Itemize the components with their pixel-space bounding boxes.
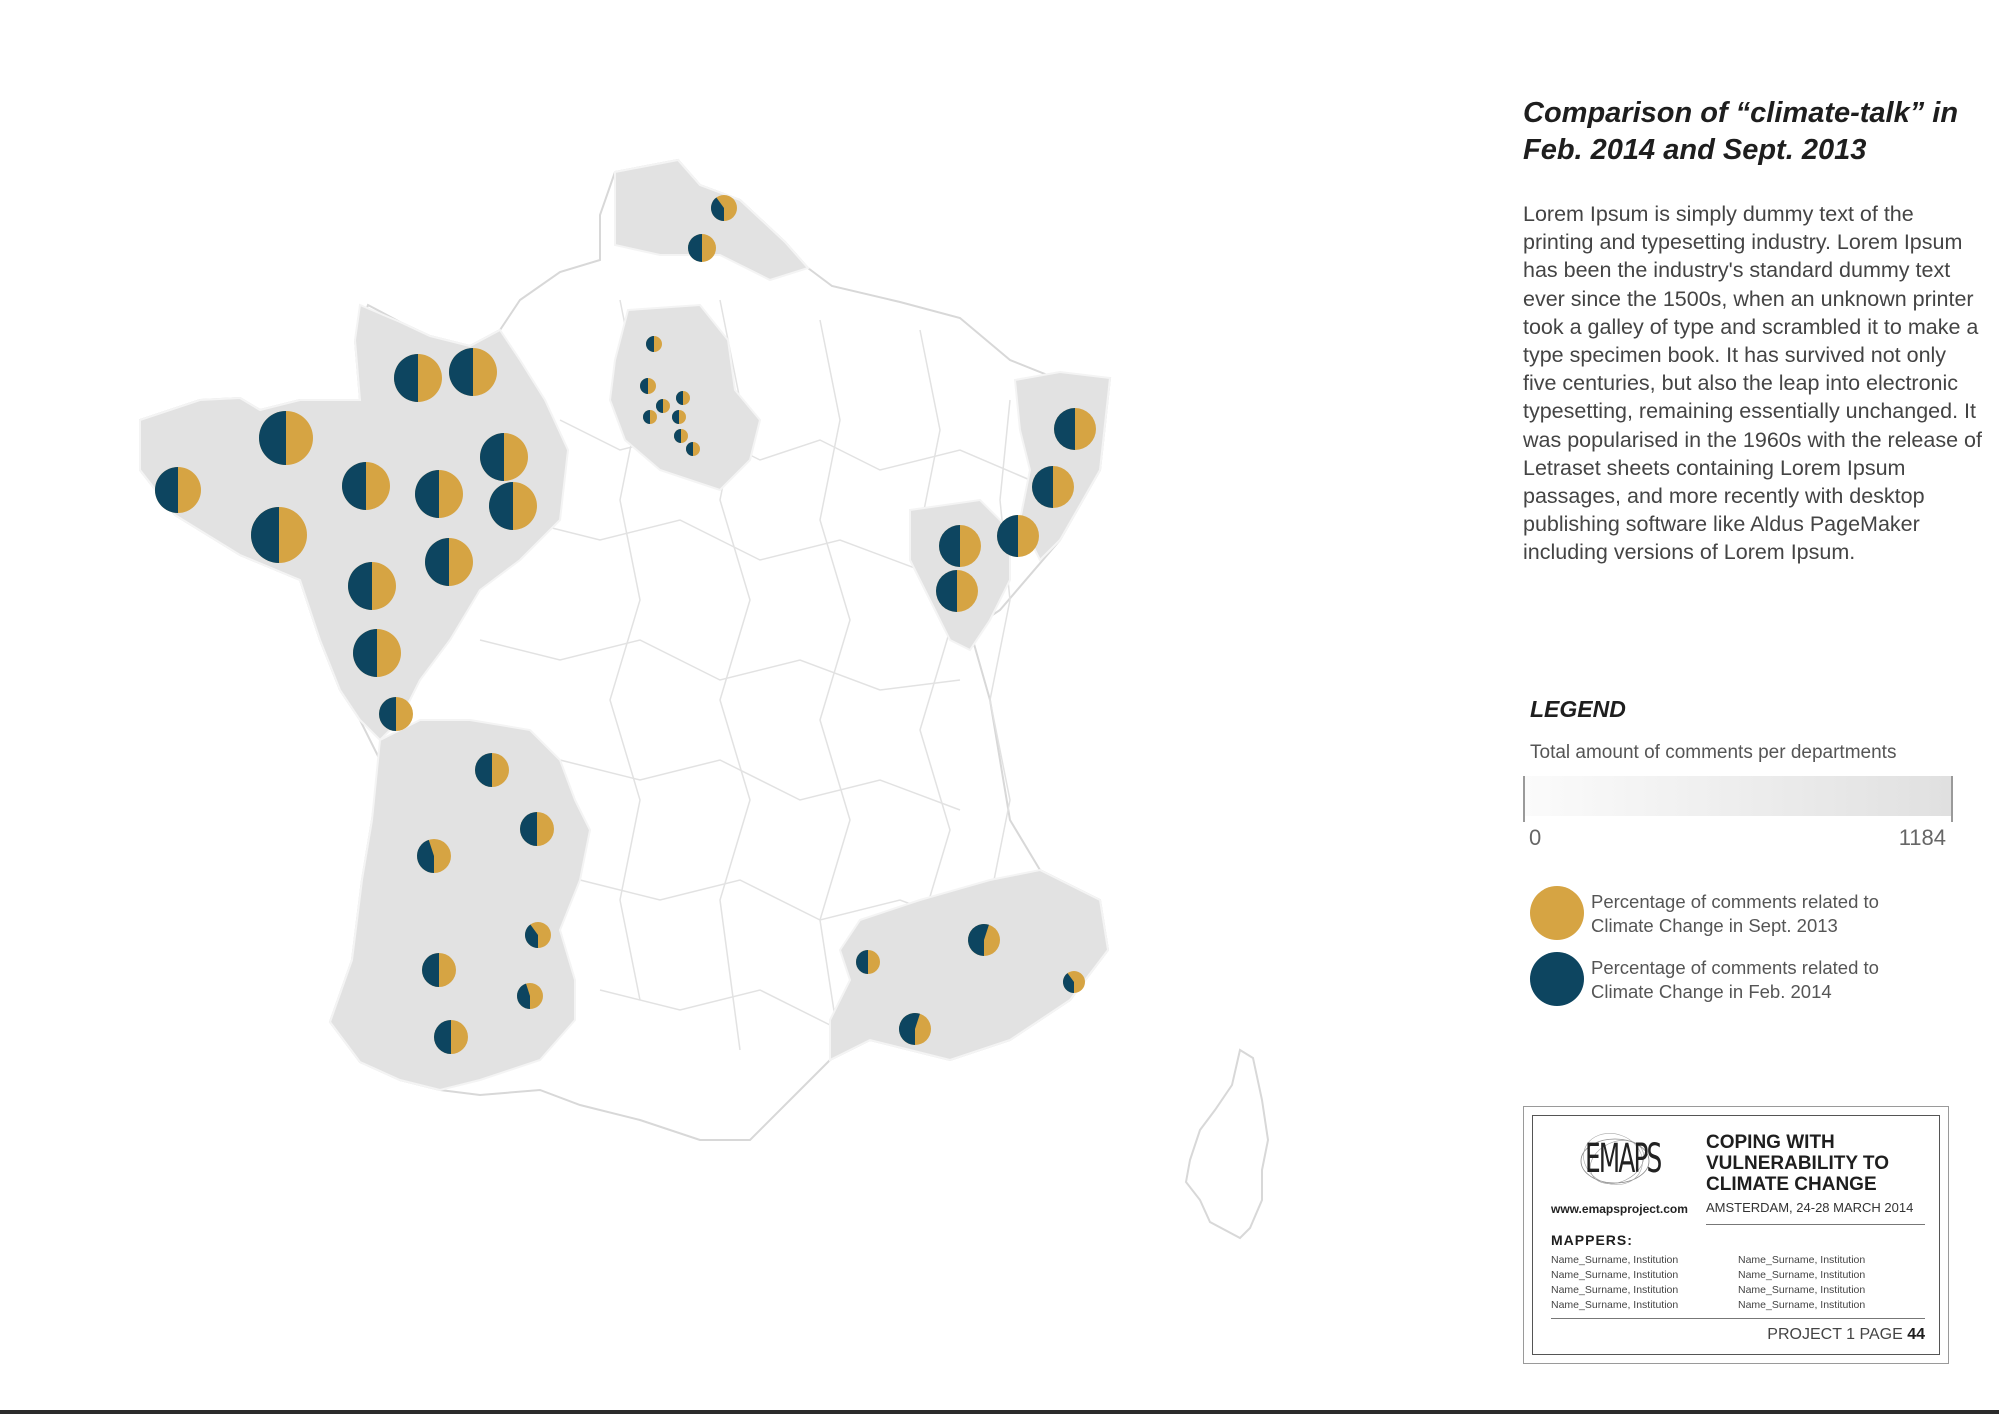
gradient-tick-right: [1951, 816, 1953, 822]
department-marker: [939, 525, 981, 567]
department-marker: [936, 570, 978, 612]
page-label: PROJECT 1 PAGE: [1767, 1326, 1903, 1343]
department-marker: [475, 753, 509, 787]
department-marker: [517, 983, 543, 1009]
department-marker: [379, 697, 413, 731]
department-marker: [422, 953, 456, 987]
mapper-entry: Name_Surname, Institution: [1551, 1254, 1679, 1266]
legend-subtitle: Total amount of comments per departments: [1530, 742, 1897, 763]
department-marker: [353, 629, 401, 677]
department-marker: [425, 538, 473, 586]
department-marker: [1063, 971, 1085, 993]
emaps-url: www.emapsproject.com: [1551, 1202, 1688, 1216]
credit-rule-top: [1706, 1224, 1925, 1225]
department-marker: [1032, 466, 1074, 508]
mapper-entry: Name_Surname, Institution: [1738, 1284, 1866, 1296]
legend-dot-feb-2014: [1530, 952, 1584, 1006]
legend-title: LEGEND: [1530, 696, 1626, 722]
department-marker: [342, 462, 390, 510]
mapper-entry: Name_Surname, Institution: [1738, 1254, 1866, 1266]
credit-box: [1523, 1106, 1949, 1364]
legend-scale-max: 1184: [1898, 825, 1946, 850]
legend-label-feb-2014: Percentage of comments related to Climate Change in Feb. 2014: [1591, 957, 1879, 1002]
department-marker: [394, 354, 442, 402]
department-marker: [259, 411, 313, 465]
department-marker: [674, 429, 688, 443]
mapper-entry: Name_Surname, Institution: [1738, 1269, 1866, 1281]
department-marker: [968, 924, 1000, 956]
page-info: [1767, 1326, 1925, 1344]
department-marker: [643, 410, 657, 424]
emaps-logo-text: EMAPS: [1585, 1136, 1661, 1182]
department-marker: [417, 839, 451, 873]
department-marker: [155, 467, 201, 513]
department-marker: [449, 348, 497, 396]
department-marker: [434, 1020, 468, 1054]
department-marker: [640, 378, 656, 394]
mapper-entry: Name_Surname, Institution: [1551, 1269, 1679, 1281]
department-marker: [676, 391, 690, 405]
department-marker: [997, 515, 1039, 557]
department-marker: [489, 482, 537, 530]
department-marker: [646, 336, 662, 352]
department-marker: [480, 433, 528, 481]
department-marker: [348, 562, 396, 610]
legend-scale-min: 0: [1529, 825, 1542, 850]
credit-inner-frame: [1532, 1115, 1940, 1355]
legend-dot-sept-2013: [1530, 886, 1584, 940]
department-marker: [251, 507, 307, 563]
department-marker: [415, 470, 463, 518]
department-marker: [899, 1013, 931, 1045]
corsica-outline: [1186, 1050, 1268, 1238]
department-marker: [856, 950, 880, 974]
page-title: Comparison of “climate-talk” in Feb. 2014 and Sept. 2013: [1523, 97, 1959, 166]
department-marker: [672, 410, 686, 424]
department-marker: [711, 195, 737, 221]
mappers-label: MAPPERS:: [1551, 1232, 1633, 1248]
mapper-entry: Name_Surname, Institution: [1738, 1299, 1866, 1311]
bottom-border: [0, 1410, 1999, 1414]
department-marker: [686, 442, 700, 456]
project-subtitle: AMSTERDAM, 24-28 MARCH 2014: [1706, 1200, 1914, 1215]
page-number: 44: [1907, 1326, 1925, 1343]
department-marker: [1054, 408, 1096, 450]
department-marker: [520, 812, 554, 846]
legend-gradient-bar: [1523, 776, 1953, 816]
department-marker: [656, 399, 670, 413]
mapper-entry: Name_Surname, Institution: [1551, 1299, 1679, 1311]
gradient-tick-left: [1523, 816, 1525, 822]
department-marker: [525, 922, 551, 948]
legend-label-sept-2013: Percentage of comments related to Climate Change in Sept. 2013: [1591, 891, 1879, 936]
department-marker: [688, 234, 716, 262]
credit-rule-bottom: [1551, 1318, 1925, 1319]
project-title: COPING WITH VULNERABILITY TO CLIMATE CHANGE: [1706, 1132, 1889, 1195]
mapper-entry: Name_Surname, Institution: [1551, 1284, 1679, 1296]
description-text: Lorem Ipsum is simply dummy text of the printing and typesetting industry. Lorem Ipsum has been the industry's standard dummy text ever since the 1500s, when an unknown printer took a galley of type and scrambled it to make a type specimen book. It has survived not only five centuries, but also the leap into electronic typesetting, remaining essentially unchanged. It was popularised in the 1960s with the release of Letraset sheets containing Lorem Ipsum passages, and more recently with desktop publishing software like Aldus PageMaker including versions of Lorem Ipsum.: [1523, 202, 1982, 565]
